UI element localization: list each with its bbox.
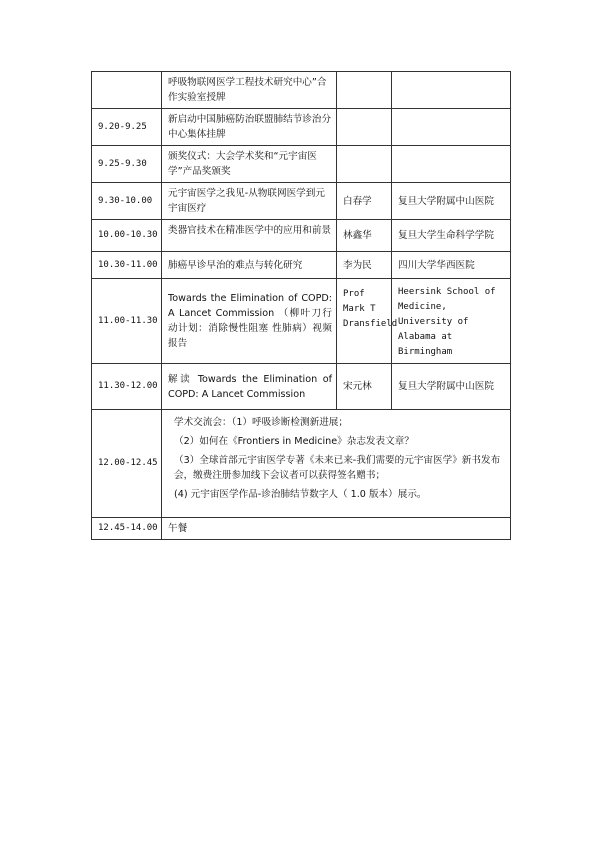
title-cell: 颁奖仪式：大会学术奖和“元宇宙医学”产品奖颁奖: [162, 146, 337, 183]
notes-item: （3）全球首部元宇宙医学专著《未来已来-我们需要的元宇宙医学》新书发布会，缴费注册参加线下会议者可以获得签名赠书；: [174, 455, 501, 481]
title-cell: 肺癌早诊早治的难点与转化研究: [162, 252, 337, 279]
title-cell: 元宇宙医学之我见-从物联网医学到元宇宙医疗: [162, 183, 337, 220]
org-cell: 四川大学华西医院: [392, 252, 511, 279]
speaker-cell: [337, 72, 392, 109]
notes-cell: [162, 410, 511, 518]
time-cell: 9.30-10.00: [92, 183, 162, 220]
table-row: [92, 252, 511, 279]
title-cell: 呼吸物联网医学工程技术研究中心”合作实验室授牌: [162, 72, 337, 109]
title-cell: Towards the Elimination of COPD: A Lancet Commission （柳叶刀行 动计划：消除慢性阻塞 性肺病）视频报告: [162, 279, 337, 364]
title-cell: 解读 Towards the Elimination of COPD: A Lancet Commission: [162, 364, 337, 410]
title-cell: 新启动中国肺癌防治联盟肺结节诊治分中心集体挂牌: [162, 109, 337, 146]
table-row: [92, 72, 511, 109]
title-cell: 类器官技术在精准医学中的应用和前景: [162, 220, 337, 252]
table-row: [92, 220, 511, 252]
table-row: [92, 183, 511, 220]
org-cell: 复旦大学附属中山医院: [392, 183, 511, 220]
speaker-cell: [337, 146, 392, 183]
time-cell: 11.00-11.30: [92, 279, 162, 364]
table-row: [92, 279, 511, 364]
time-cell: 9.20-9.25: [92, 109, 162, 146]
time-cell: 12.45-14.00: [92, 518, 162, 540]
table-row: [92, 146, 511, 183]
speaker-cell: 白春学: [337, 183, 392, 220]
time-cell: 10.30-11.00: [92, 252, 162, 279]
speaker-cell: Prof Mark T Dransfield: [337, 279, 392, 364]
org-cell: 复旦大学生命科学学院: [392, 220, 511, 252]
org-cell: 复旦大学附属中山医院: [392, 364, 511, 410]
title-cell: 午餐: [162, 518, 511, 540]
speaker-cell: [337, 109, 392, 146]
speaker-cell: 宋元林: [337, 364, 392, 410]
speaker-cell: 李为民: [337, 252, 392, 279]
org-cell: Heersink School of Medicine, University of Alabama at Birmingham: [392, 279, 511, 364]
notes-item: （2）如何在《Frontiers in Medicine》杂志发表文章？: [174, 436, 414, 447]
time-cell: 9.25-9.30: [92, 146, 162, 183]
table-row: [92, 518, 511, 540]
org-cell: [392, 72, 511, 109]
org-cell: [392, 146, 511, 183]
notes-item: 学术交流会：（1）呼吸诊断检测新进展；: [174, 417, 348, 428]
time-cell: [92, 72, 162, 109]
time-cell: 11.30-12.00: [92, 364, 162, 410]
speaker-cell: 林鑫华: [337, 220, 392, 252]
time-cell: 12.00-12.45: [92, 410, 162, 518]
org-cell: [392, 109, 511, 146]
table-row: [92, 364, 511, 410]
table-row: [92, 410, 511, 518]
time-cell: 10.00-10.30: [92, 220, 162, 252]
schedule-table: [91, 71, 511, 540]
notes-item: (4) 元宇宙医学作品-诊治肺结节数字人（ 1.0 版本）展示。: [174, 489, 427, 500]
table-row: [92, 109, 511, 146]
